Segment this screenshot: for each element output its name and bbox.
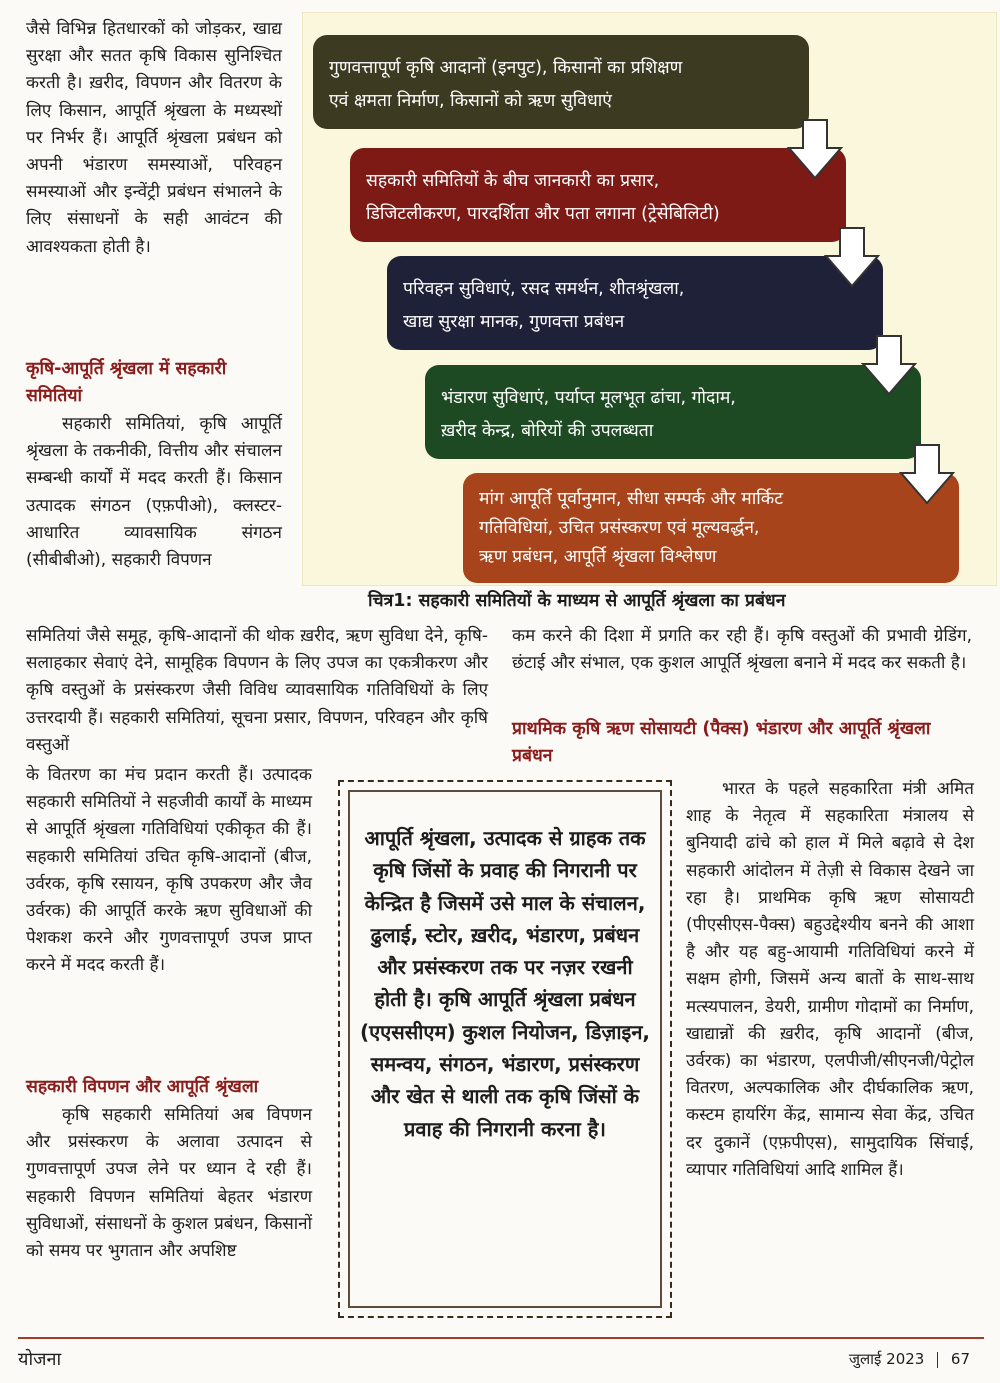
figure-step-5: [463, 473, 959, 583]
figure-step-4: [425, 365, 921, 459]
down-arrow-icon: [824, 226, 880, 288]
pacs-paragraph: भारत के पहले सहकारिता मंत्री अमित शाह के नेतृत्व में सहकारिता मंत्रालय से बुनियादी ढांचे को हाल में मिले बढ़ावे से देश सहकारी आंदोलन में तेज़ी से विकास देखने जा रहा है। प्राथमिक कृषि ऋण सोसायटी (पीएसीएस-पैक्स) बहुउद्देश्यीय बनने की आशा है और यह बहु-आयामी गतिविधियां करने में सक्षम होगी, जिसमें अन्य बातों के साथ-साथ मत्स्यपालन, डेयरी, ग्रामीण गोदामों का निर्माण, खाद्यान्नों की ख़रीद, कृषि आदानों (बीज, उर्वरक) का भंडारण, एलपीजी/सीएनजी/पेट्रोल वितरण, अल्पकालिक और दीर्घकालिक ऋण, कस्टम हायरिंग केंद्र, सामान्य सेवा केंद्र, उचित दर दुकानें (एफ़पीएस), सामुदायिक सिंचाई, व्यापार गतिविधियां आदि शामिल हैं।: [686, 779, 974, 1180]
figure-step-1-line-1: गुणवत्तापूर्ण कृषि आदानों (इनपुट), किसानों का प्रशिक्षण: [329, 58, 683, 78]
figure-step-5-line-1: मांग आपूर्ति पूर्वानुमान, सीधा सम्पर्क और मार्किट: [479, 489, 784, 509]
footer-issue-page: [849, 1349, 970, 1369]
section-heading-cooperatives: कृषि-आपूर्ति श्रृंखला में सहकारी समितियां: [26, 359, 227, 406]
pull-quote-text: आपूर्ति श्रृंखला, उत्पादक से ग्राहक तक कृषि जिंसों के प्रवाह की निगरानी पर केन्द्रित है जिसमें उसे माल के संचालन, ढुलाई, स्टोर, ख़रीद, भंडारण, प्रबंधन और प्रसंस्करण तक पर नज़र रखनी होती है। कृषि आपूर्ति श्रृंखला प्रबंधन (एएससीएम) कुशल नियोजन, डिज़ाइन, समन्वय, संगठन, भंडारण, प्रसंस्करण और खेत से थाली तक कृषि जिंसों के प्रवाह की निगरानी करना है।: [359, 826, 651, 1141]
marketing-paragraph: कृषि सहकारी समितियां अब विपणन और प्रसंस्करण के अलावा उत्पादन से गुणवत्तापूर्ण उपज लेने पर ध्यान दे रही हैं। सहकारी विपणन समितियां बेहतर भंडारण सुविधाओं, संसाधनों के कुशल प्रबंधन, किसानों को समय पर भुगतान और अपशिष्ट: [26, 1105, 312, 1262]
issue-date: जुलाई 2023: [848, 1350, 925, 1368]
intro-paragraph: जैसे विभिन्न हितधारकों को जोड़कर, खाद्य सुरक्षा और सतत कृषि विकास सुनिश्चित करती है। ख़रीद, विपणन और वितरण के लिए किसान, आपूर्ति श्रृंखला के मध्यस्थों पर निर्भर हैं। आपूर्ति श्रृंखला प्रबंधन को अपनी भंडारण समस्याओं, परिवहन समस्याओं और इन्वेंट्री प्रबंधन संभालने के लिए संसाधनों के सही आवंटन की आवश्यकता होती है।: [26, 19, 282, 257]
footer-separator: [937, 1352, 938, 1368]
figure-step-2-line-2: डिजिटलीकरण, पारदर्शिता और पता लगाना (ट्रेसेबिलिटी): [366, 204, 720, 224]
supply-chain-figure: [302, 12, 997, 586]
figure-step-5-line-3: ऋण प्रबंधन, आपूर्ति श्रृंखला विश्लेषण: [479, 547, 717, 567]
magazine-name: योजना: [18, 1349, 62, 1370]
figure-step-4-line-2: ख़रीद केन्द्र, बोरियों की उपलब्धता: [441, 421, 654, 441]
section-heading-pacs: प्राथमिक कृषि ऋण सोसायटी (पैक्स) भंडारण और आपूर्ति श्रृंखला प्रबंधन: [512, 719, 931, 766]
cooperatives-paragraph-continued: समितियां जैसे समूह, कृषि-आदानों की थोक ख़रीद, ऋण सुविधा देने, कृषि-सलाहकार सेवाएं देने, सामूहिक विपणन के लिए उपज का एकत्रीकरण और कृषि वस्तुओं के प्रसंस्करण जैसी विविध व्यावसायिक गतिविधियों के लिए उत्तरदायी हैं। सहकारी समितियां, सूचना प्रसार, विपणन, परिवहन और कृषि वस्तुओं: [26, 626, 488, 755]
down-arrow-icon: [861, 334, 917, 396]
cooperatives-paragraph: सहकारी समितियां, कृषि आपूर्ति श्रृंखला के तकनीकी, वित्तीय और संचालन सम्बन्धी कार्यों में मदद करती हैं। किसान उत्पादक संगठन (एफ़पीओ), क्लस्टर-आधारित व्यावसायिक संगठन (सीबीबीओ), सहकारी विपणन: [26, 414, 282, 571]
footer-divider: [18, 1337, 984, 1339]
figure-step-3-line-1: परिवहन सुविधाएं, रसद समर्थन, शीतश्रृंखला,: [403, 279, 685, 299]
pull-quote-box: [338, 780, 672, 1318]
down-arrow-icon: [899, 443, 955, 505]
figure-step-1-line-2: एवं क्षमता निर्माण, किसानों को ऋण सुविधाएं: [329, 91, 612, 111]
cooperatives-paragraph-end: के वितरण का मंच प्रदान करती हैं। उत्पादक सहकारी समितियों ने सहजीवी कार्यों के माध्यम से आपूर्ति श्रृंखला गतिविधियां एकीकृत की हैं। सहकारी समितियां उचित कृषि-आदानों (बीज, उर्वरक, कृषि रसायन, कृषि उपकरण और जैव उर्वरक) की आपूर्ति करके ऋण सुविधाओं की पेशकश करने और गुणवत्तापूर्ण उपज प्राप्त करने में मदद करती हैं।: [26, 765, 312, 976]
figure-step-4-line-1: भंडारण सुविधाएं, पर्याप्त मूलभूत ढांचा, गोदाम,: [441, 388, 736, 408]
section-heading-marketing: सहकारी विपणन और आपूर्ति श्रृंखला: [26, 1077, 259, 1097]
marketing-paragraph-continued: कम करने की दिशा में प्रगति कर रही हैं। कृषि वस्तुओं की प्रभावी ग्रेडिंग, छंटाई और संभाल, एक कुशल आपूर्ति श्रृंखला बनाने में मदद कर सकती है।: [512, 626, 972, 674]
down-arrow-icon: [787, 118, 843, 180]
figure-step-2-line-1: सहकारी समितियों के बीच जानकारी का प्रसार,: [366, 171, 660, 191]
figure-step-3: [387, 256, 883, 350]
page-number: 67: [950, 1350, 970, 1368]
figure-step-1: [313, 35, 809, 129]
figure-step-3-line-2: खाद्य सुरक्षा मानक, गुणवत्ता प्रबंधन: [403, 312, 625, 332]
figure-step-5-line-2: गतिविधियां, उचित प्रसंस्करण एवं मूल्यवर्द्धन,: [479, 518, 760, 538]
figure-step-2: [350, 148, 846, 242]
figure-caption: चित्र1: सहकारी समितियों के माध्यम से आपूर्ति श्रृंखला का प्रबंधन: [368, 591, 786, 611]
